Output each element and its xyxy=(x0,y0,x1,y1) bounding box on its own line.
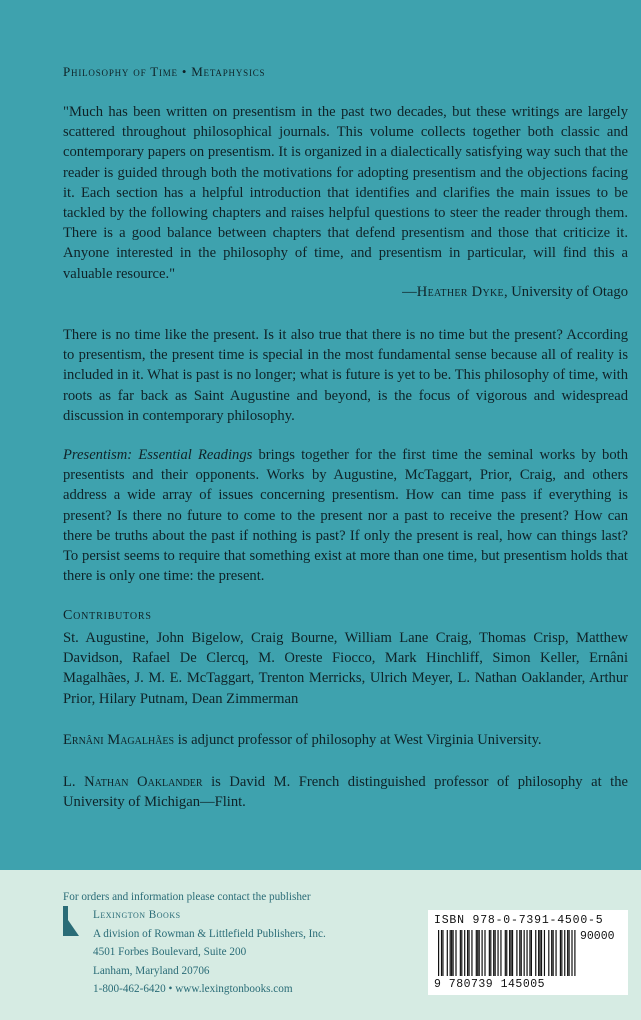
barcode-bar xyxy=(564,930,565,976)
quote-attribution xyxy=(402,284,628,301)
barcode-bar xyxy=(569,930,570,976)
barcode-bar xyxy=(476,930,477,976)
orders-line: For orders and information please contact the publisher xyxy=(63,891,311,903)
barcode-bar xyxy=(442,930,443,976)
description-paragraph-1: There is no time like the present. Is it also true that there is no time but the present? According to presentism, the present time is special in the most fundamental sense because all of reality is included in it. What is past is no longer; what is future is yet to be. This philosophy of time, with roots as far back as Saint Augustine and beyond, is the focus of vigorous and widespread discussion in contemporary philosophy. xyxy=(63,327,628,424)
barcode-bar xyxy=(511,930,512,976)
barcode-bar xyxy=(450,930,451,976)
barcode-bar xyxy=(477,930,478,976)
barcode-bar xyxy=(497,930,498,976)
publisher-name: Lexington Books xyxy=(93,909,181,921)
barcode-bar xyxy=(493,930,494,976)
barcode-bar xyxy=(479,930,480,976)
contributors-heading: Contributors xyxy=(63,608,152,623)
description-paragraph-2 xyxy=(63,445,628,586)
barcode-bar xyxy=(540,930,541,976)
book-title-italic: Presentism: Essential Readings xyxy=(63,447,253,463)
barcode-bar xyxy=(495,930,496,976)
barcode-bar xyxy=(535,930,536,976)
barcode-bar xyxy=(464,930,465,976)
barcode-bar xyxy=(453,930,454,976)
endorsement-quote: "Much has been written on presentism in the past two decades, but these writings are largely scattered throughout philosophical journals. This volume collects together both classic and contemporary papers on presentism. It is organized in a dialectically satisfying way such that the reader is guided through both the motivations for adopting presentism and the objections facing it. Each section has a helpful introduction that identifies and clarifies the main issues to be tackled by the following chapters and raises helpful questions to steer the reader through them. There is a good balance between chapters that defend presentism and those that criticize it. Anyone interested in the philosophy of time, and presentism in particular, will find this a valuable resource." xyxy=(63,104,628,282)
editor-name-1: Ernâni Magalhães xyxy=(63,732,175,748)
category-header xyxy=(63,64,265,80)
barcode-bar xyxy=(509,930,510,976)
barcode-bar xyxy=(460,930,461,976)
barcode-bar xyxy=(555,930,556,976)
barcode-bar xyxy=(571,930,572,976)
publisher-footer xyxy=(0,870,641,1020)
barcode-bar xyxy=(441,930,442,976)
barcode-bar xyxy=(447,930,448,976)
category-philosophy-of-time: Philosophy of Time xyxy=(63,64,178,79)
editor-bio-2 xyxy=(63,772,628,812)
contributors-list: St. Augustine, John Bigelow, Craig Bourne, William Lane Craig, Thomas Crisp, Matthew Davidson, Rafael De Clercq, M. Oreste Fiocco, Mark Hinchliff, Simon Keller, Ernâni Magalhães, J. M. E. McTaggart, Trenton Merricks, Ulrich Meyer, L. Nathan Oaklander, Arthur Prior, Hilary Putnam, Dean Zimmerman xyxy=(63,630,628,707)
barcode-bar xyxy=(561,930,562,976)
editor-bio-text-2: is David M. French distinguished professor of philosophy at the University of Michigan—Flint. xyxy=(63,774,628,811)
barcode-bar xyxy=(490,930,491,976)
isbn-barcode xyxy=(428,910,628,995)
barcode-bar xyxy=(574,930,575,976)
barcode-digits: 9 780739 145005 xyxy=(434,978,546,991)
barcode-bar xyxy=(438,930,439,976)
barcode-bar xyxy=(567,930,568,976)
publisher-division: A division of Rowman & Littlefield Publishers, Inc. xyxy=(93,927,326,940)
bullet-separator: • xyxy=(181,64,188,79)
editor-bio-1 xyxy=(63,730,628,750)
barcode-bar xyxy=(451,930,452,976)
barcode-bar xyxy=(526,930,527,976)
barcode-bar xyxy=(471,930,472,976)
category-metaphysics: Metaphysics xyxy=(191,64,266,79)
barcode-bar xyxy=(553,930,554,976)
barcode-bar xyxy=(482,930,483,976)
barcode-bar xyxy=(505,930,506,976)
editor-name-2: L. Nathan Oaklander xyxy=(63,774,203,790)
barcode-bar xyxy=(551,930,552,976)
barcode-bar xyxy=(531,930,532,976)
isbn-label: ISBN 978-0-7391-4500-5 xyxy=(434,914,604,927)
publisher-info xyxy=(93,906,326,999)
barcode-bar xyxy=(544,930,545,976)
barcode-bar xyxy=(521,930,522,976)
barcode-bars xyxy=(438,930,578,978)
barcode-bar xyxy=(484,930,485,976)
barcode-bar xyxy=(519,930,520,976)
barcode-bar xyxy=(461,930,462,976)
lexington-logo-icon xyxy=(63,906,79,936)
barcode-bar xyxy=(468,930,469,976)
barcode-bar xyxy=(489,930,490,976)
barcode-bar xyxy=(538,930,539,976)
barcode-bar xyxy=(548,930,549,976)
barcode-bar xyxy=(524,930,525,976)
attribution-affiliation: , University of Otago xyxy=(503,284,628,300)
attribution-dash: — xyxy=(402,284,417,300)
barcode-bar xyxy=(467,930,468,976)
barcode-bar xyxy=(455,930,456,976)
barcode-bar xyxy=(541,930,542,976)
publisher-address-1: 4501 Forbes Boulevard, Suite 200 xyxy=(93,946,247,959)
barcode-bar xyxy=(516,930,517,976)
barcode-bar xyxy=(500,930,501,976)
publisher-contact: 1-800-462-6420 • www.lexingtonbooks.com xyxy=(93,983,293,996)
price-addon: 90000 xyxy=(580,930,615,943)
barcode-bar xyxy=(529,930,530,976)
attribution-author: Heather Dyke xyxy=(416,284,504,300)
paragraph-2-text: brings together for the first time the seminal works by both presentists and their opponents. Works by Augustine, McTaggart, Prior, Craig, and others address a wide array of issues concerning presentism. How can time pass if everything is present? Is there no future to come to the present nor a past to receive the present? How can there be truths about the past if nothing is past? If only the present is real, how can things last? To persist seems to require that something exist at more than one time, but presentism holds that there is only one time: the present. xyxy=(63,447,628,585)
barcode-bar xyxy=(560,930,561,976)
publisher-address-2: Lanham, Maryland 20706 xyxy=(93,964,210,977)
barcode-bar xyxy=(512,930,513,976)
editor-bio-text-1: is adjunct professor of philosophy at West Virginia University. xyxy=(174,732,542,748)
barcode-bar xyxy=(506,930,507,976)
